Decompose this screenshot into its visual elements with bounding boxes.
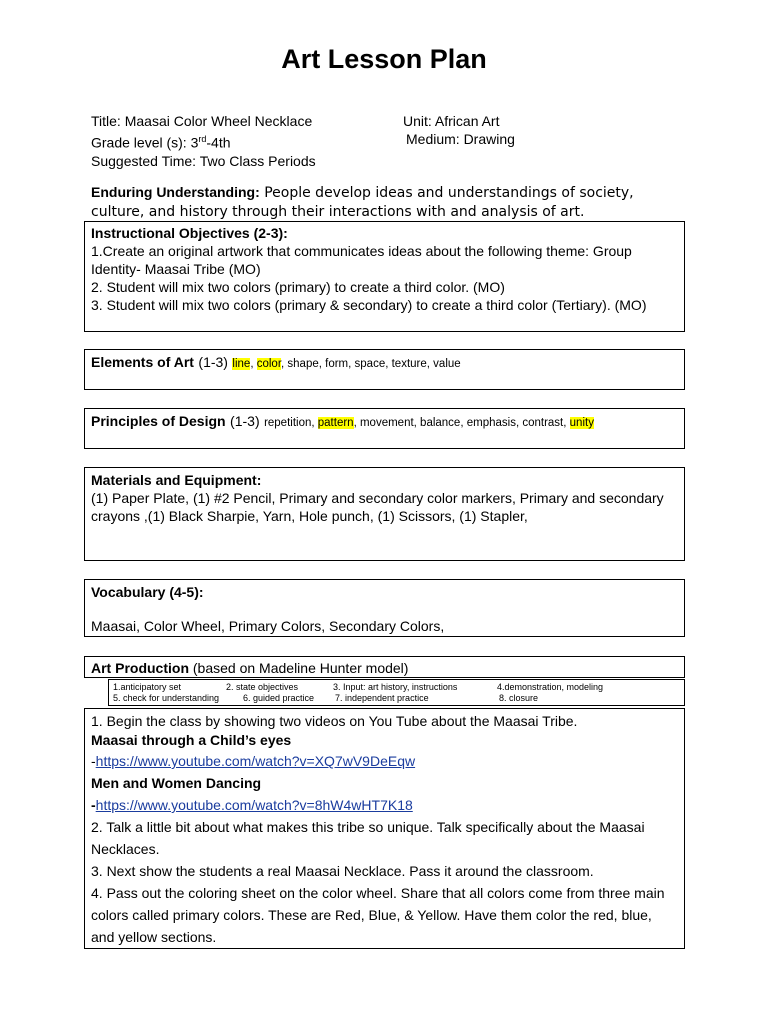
principles-box	[84, 408, 685, 449]
production-body	[84, 708, 685, 949]
enduring-text: People develop ideas and understandings of society, culture, and history through their interactions with and analysis of art.	[91, 185, 634, 220]
video2-title: Men and Women Dancing	[91, 775, 262, 791]
principle-item: unity	[569, 417, 594, 429]
title-label: Title:	[91, 113, 121, 129]
objectives-heading: Instructional Objectives (2-3):	[91, 225, 288, 241]
materials-box	[84, 467, 685, 561]
hunter-step: 1.anticipatory set	[113, 682, 182, 692]
element-item: form	[325, 358, 349, 370]
page-title: Art Lesson Plan	[281, 44, 487, 74]
principle-item: repetition	[264, 417, 312, 429]
elements-list: line, color, shape, form, space, texture, value	[232, 358, 461, 370]
hunter-step: 4.demonstration, modeling	[497, 682, 604, 692]
video1-link[interactable]: https://www.youtube.com/watch?v=XQ7wV9DeEqw	[95, 753, 416, 769]
element-item: line	[232, 358, 251, 370]
vocabulary-text: Maasai, Color Wheel, Primary Colors, Secondary Colors,	[91, 618, 445, 634]
objectives-box	[84, 221, 685, 332]
video2-line: -https://www.youtube.com/watch?v=8hW4wHT7K18	[91, 797, 413, 813]
elements-box	[84, 349, 685, 390]
element-item: space	[354, 358, 386, 370]
lesson-title-value: Maasai Color Wheel Necklace	[124, 113, 313, 129]
grade-level: Grade level (s): 3rd-4th	[91, 134, 231, 151]
production-heading: Art Production	[91, 660, 189, 676]
production-header	[84, 656, 685, 678]
hunter-step: 2. state objectives	[226, 682, 299, 692]
video1-title: Maasai through a Child’s eyes	[91, 732, 292, 748]
hunter-step: 7. independent practice	[335, 693, 429, 703]
video2-link[interactable]: https://www.youtube.com/watch?v=8hW4wHT7K18	[95, 797, 413, 813]
objective-item: 1.Create an original artwork that communicates ideas about the following theme: Group Identity- Maasai Tribe (MO)	[91, 243, 632, 277]
production-step-4: 4. Pass out the coloring sheet on the color wheel. Share that all colors come from three main colors called primary colors. These are Red, Blue, & Yellow. Have them color the red, blue, and yellow sections.	[91, 885, 665, 945]
production-step-3: 3. Next show the students a real Maasai Necklace. Pass it around the classroom.	[91, 863, 594, 879]
hunter-step: 3. Input: art history, instructions	[333, 682, 458, 692]
title-line	[91, 112, 391, 130]
element-item: color	[256, 358, 282, 370]
vocabulary-heading: Vocabulary (4-5):	[91, 584, 204, 600]
principles-heading: Principles of Design	[91, 413, 226, 429]
element-item: value	[433, 358, 461, 370]
production-subheading: (based on Madeline Hunter model)	[192, 660, 409, 676]
principle-item: balance	[420, 417, 461, 429]
principle-item: contrast	[522, 417, 564, 429]
lesson-meta-left	[91, 112, 391, 170]
principle-item: pattern	[317, 417, 354, 429]
unit: Unit: African Art	[403, 113, 500, 129]
video1-line: -https://www.youtube.com/watch?v=XQ7wV9DeEqw	[91, 753, 416, 769]
elements-count: (1-3)	[198, 354, 228, 370]
principle-item: movement	[359, 417, 414, 429]
elements-heading: Elements of Art	[91, 354, 194, 370]
hunter-steps	[108, 679, 685, 706]
principles-list: repetition, pattern, movement, balance, emphasis, contrast, unity	[264, 417, 594, 429]
production-intro: 1. Begin the class by showing two videos on You Tube about the Maasai Tribe.	[91, 713, 578, 729]
objective-item: 3. Student will mix two colors (primary & secondary) to create a third color (Tertiary). (MO)	[91, 297, 647, 313]
hunter-step: 8. closure	[499, 693, 539, 703]
materials-heading: Materials and Equipment:	[91, 472, 262, 488]
suggested-time: Suggested Time: Two Class Periods	[91, 152, 316, 169]
materials-text: (1) Paper Plate, (1) #2 Pencil, Primary and secondary color markers, Primary and secondary crayons ,(1) Black Sharpie, Yarn, Hole punch, (1) Scissors, (1) Stapler,	[91, 490, 664, 524]
principle-item: emphasis	[466, 417, 516, 429]
production-step-2: 2. Talk a little bit about what makes this tribe so unique. Talk specifically about the Maasai Necklaces.	[91, 819, 645, 857]
hunter-step: 6. guided practice	[243, 693, 315, 703]
vocabulary-box	[84, 579, 685, 637]
enduring-label: Enduring Understanding:	[91, 184, 260, 200]
hunter-step: 5. check for understanding	[113, 693, 220, 703]
objective-item: 2. Student will mix two colors (primary) to create a third color. (MO)	[91, 279, 505, 295]
element-item: texture	[391, 358, 427, 370]
principles-count: (1-3)	[230, 413, 260, 429]
element-item: shape	[287, 358, 319, 370]
lesson-meta-right	[403, 112, 663, 148]
medium: Medium: Drawing	[406, 131, 515, 147]
enduring-understanding	[91, 183, 691, 222]
